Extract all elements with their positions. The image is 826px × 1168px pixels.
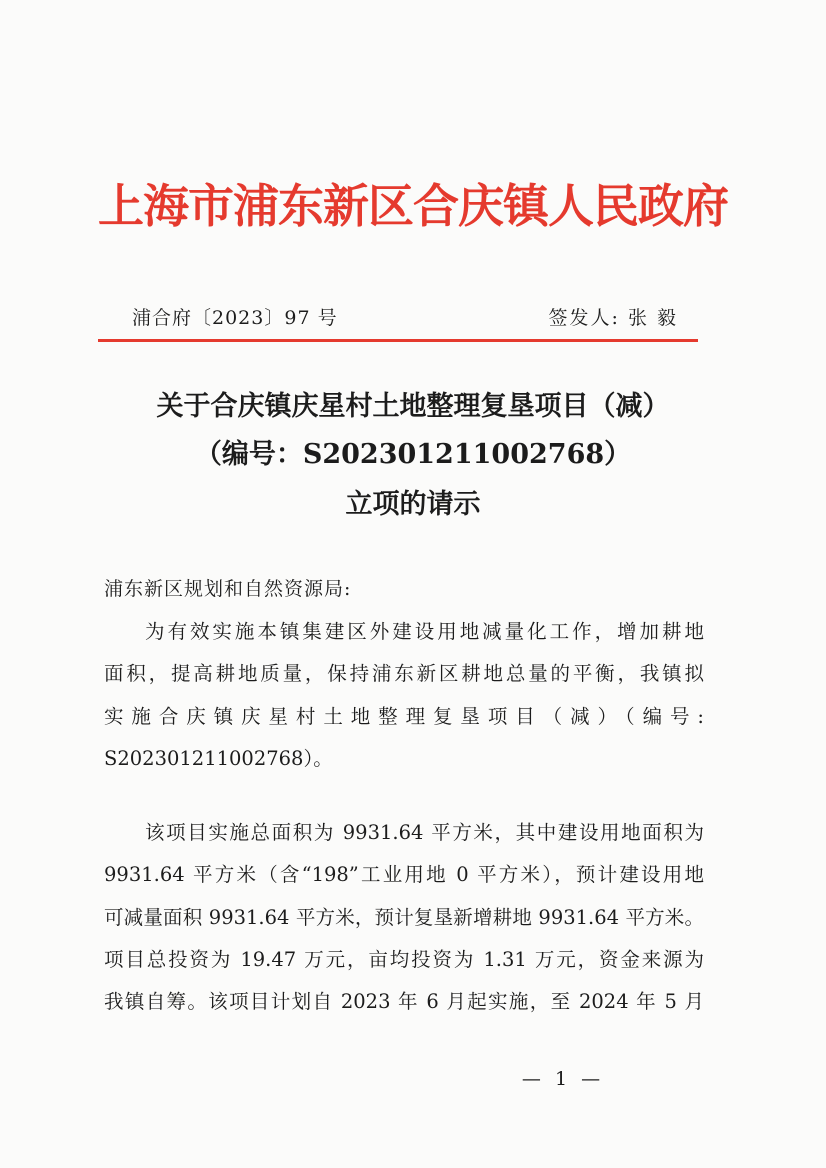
page-number: — 1 — (521, 1068, 605, 1090)
body-line: 项目总投资为 19.47 万元，亩均投资为 1.31 万元，资金来源为 (104, 948, 704, 971)
document-title-line-2: （编号：S202301211002768） (194, 439, 632, 470)
signer: 签发人: 张 毅 (548, 307, 678, 329)
document-title-line-1: 关于合庆镇庆星村土地整理复垦项目（减） (156, 391, 670, 422)
document-title-line-3: 立项的请示 (345, 489, 481, 520)
red-divider (98, 339, 698, 342)
body-line: 为有效实施本镇集建区外建设用地减量化工作，增加耕地 (145, 620, 704, 643)
body-line: 面积，提高耕地质量，保持浦东新区耕地总量的平衡，我镇拟 (104, 662, 704, 685)
body-line: 实施合庆镇庆星村土地整理复垦项目（减）（编号: (104, 705, 704, 728)
body-line: 我镇自筹。该项目计划自 2023 年 6 月起实施，至 2024 年 5 月 (104, 990, 704, 1013)
body-line: 该项目实施总面积为 9931.64 平方米，其中建设用地面积为 (145, 821, 704, 844)
body-line: 9931.64 平方米（含“198”工业用地 0 平方米），预计建设用地 (104, 863, 704, 886)
body-line: 可减量面积 9931.64 平方米，预计复垦新增耕地 9931.64 平方米。 (104, 906, 704, 929)
body-line: S202301211002768）。 (104, 747, 333, 770)
addressee: 浦东新区规划和自然资源局: (104, 578, 352, 600)
issuing-authority-header: 上海市浦东新区合庆镇人民政府 (98, 179, 728, 233)
document-number: 浦合府〔2023〕97 号 (132, 307, 338, 329)
